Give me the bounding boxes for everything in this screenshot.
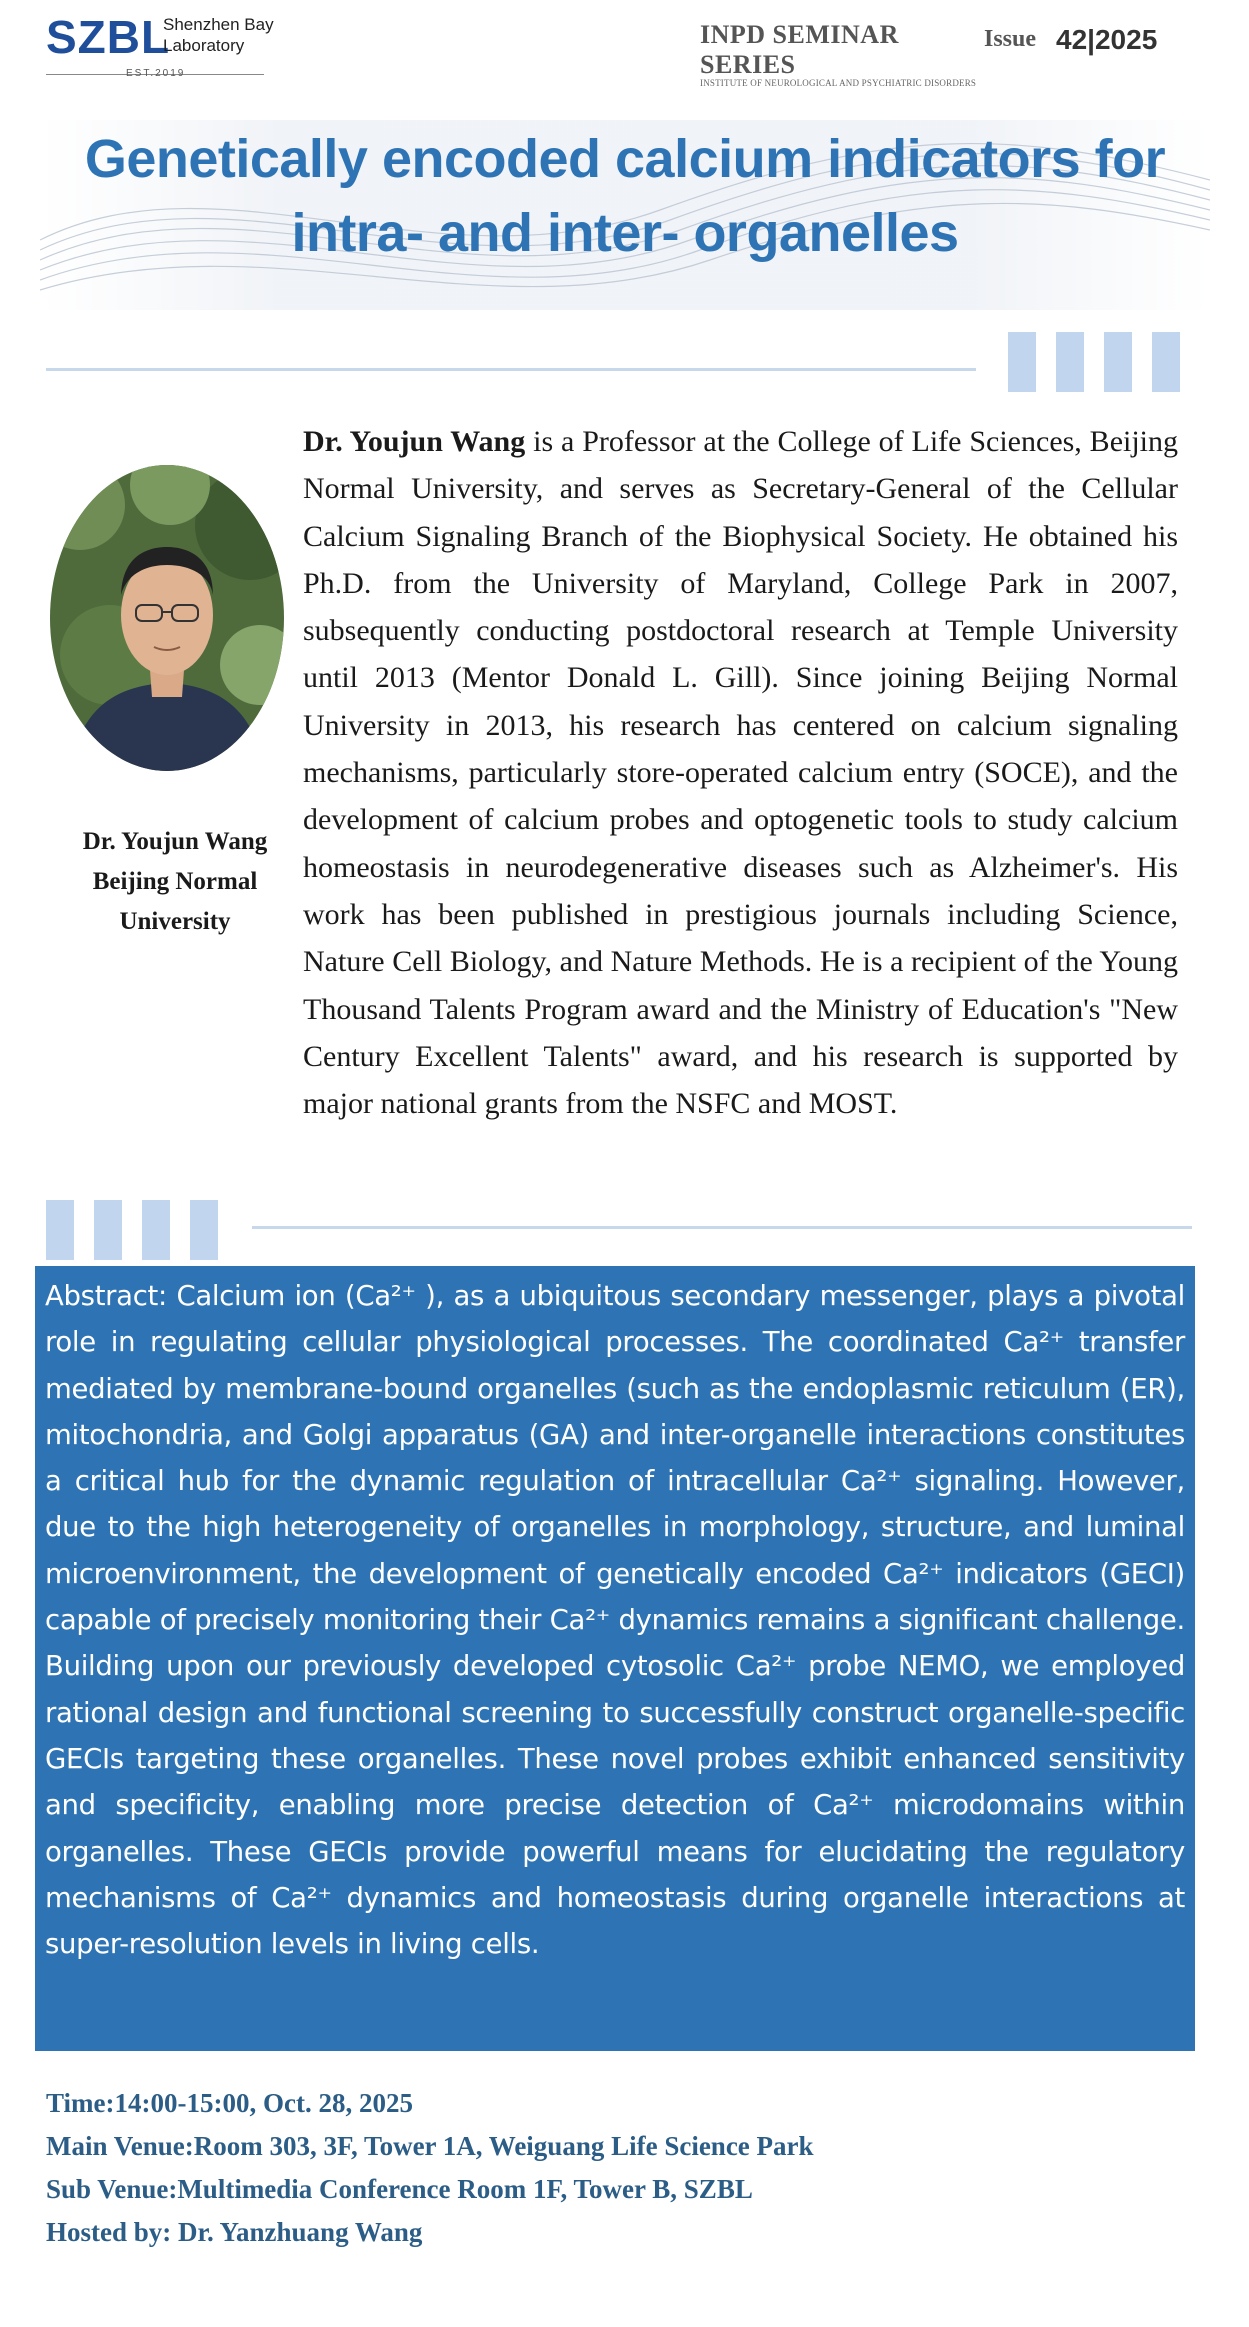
divider-line-bottom [252,1226,1192,1229]
event-sub-venue: Sub Venue:Multimedia Conference Room 1F, Tower B, SZBL [46,2174,753,2204]
logo-est: EST.2019 [126,68,186,79]
event-main-venue: Main Venue:Room 303, 3F, Tower 1A, Weiguang Life Science Park [46,2131,814,2161]
speaker-caption: Dr. Youjun Wang Beijing Normal University [82,828,268,935]
divider-line-top [46,368,976,371]
event-info [46,2082,1196,2254]
decor-bar [1008,332,1036,392]
logo-mark: SZBL [46,11,171,63]
event-time: Time:14:00-15:00, Oct. 28, 2025 [46,2088,413,2118]
bio-speaker-name: Dr. Youjun Wang [303,425,526,458]
abstract-text: Abstract: Calcium ion (Ca²⁺ ), as a ubiquitous secondary messenger, plays a pivotal role in regulating cellular physiological processes. The coordinated Ca²⁺ transfer mediated by membrane-bound organelles (such as the endoplasmic reticulum (ER), mitochondria, and Golgi apparatus (GA) and inter-organelle interactions constitutes a critical hub for the dynamic regulation of intracellular Ca²⁺ signaling. However, due to the high heterogeneity of organelles in morphology, structure, and luminal microenvironment, the development of genetically encoded Ca²⁺ indicators (GECI) capable of precisely monitoring their Ca²⁺ dynamics remains a significant challenge. Building upon our previously developed cytosolic Ca²⁺ probe NEMO, we employed rational design and functional screening to successfully construct organelle-specific GECIs targeting these organelles. These novel probes exhibit enhanced sensitivity and specificity, enabling more precise detection of Ca²⁺ microdomains within organelles. These GECIs provide powerful means for elucidating the regulatory mechanisms of Ca²⁺ dynamics and homeostasis during organelle interactions at super-resolution levels in living cells. [45,1280,1185,1961]
seminar-title: Genetically encoded calcium indicators for intra- and inter- organelles [84,129,1166,263]
decor-bar [1056,332,1084,392]
decor-bar [1152,332,1180,392]
decor-bar [94,1200,122,1260]
logo-name: Shenzhen Bay Laboratory [163,15,274,55]
speaker-portrait [50,465,284,771]
seminar-series-label: INPD SEMINAR SERIES INSTITUTE OF NEUROLOGICAL AND PSYCHIATRIC DISORDERS [700,20,977,88]
abstract-box [35,1266,1195,2051]
issue-number: 42|2025 [1056,24,1158,55]
event-host: Hosted by: Dr. Yanzhuang Wang [46,2217,423,2247]
decor-bar [142,1200,170,1260]
decor-bar [190,1200,218,1260]
portrait-image [50,465,284,771]
decor-bar [46,1200,74,1260]
szbl-logo [46,8,276,78]
issue-label: Issue [984,26,1037,52]
speaker-bio [303,418,1178,1127]
bio-text: is a Professor at the College of Life Sciences, Beijing Normal University, and serves as Secretary-General of the Cellular Calcium Signaling Branch of the Biophysical Society. He obtained his Ph.D. from the University of Maryland, College Park in 2007, subsequently conducting postdoctoral research at Temple University until 2013 (Mentor Donald L. Gill). Since joining Beijing Normal University in 2013, his research has centered on calcium signaling mechanisms, particularly store-operated calcium entry (SOCE), and the development of calcium probes and optogenetic tools to study calcium homeostasis in neurodegenerative diseases such as Alzheimer's. His work has been published in prestigious journals including Science, Nature Cell Biology, and Nature Methods. He is a recipient of the Young Thousand Talents Program award and the Ministry of Education's "New Century Excellent Talents" award, and his research is supported by major national grants from the NSFC and MOST. [303,425,1179,1121]
decor-bar [1104,332,1132,392]
